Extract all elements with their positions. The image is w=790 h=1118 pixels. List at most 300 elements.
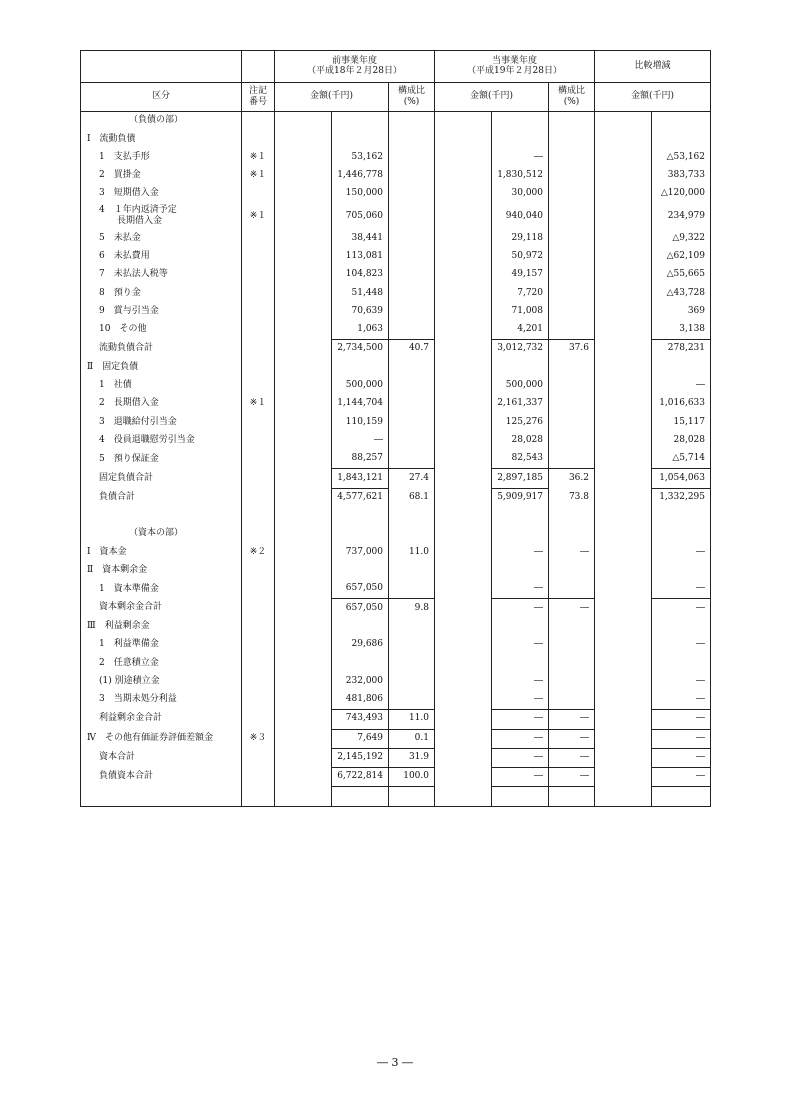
prev-sub-cell [275, 469, 332, 488]
prev-amount: 1,063 [332, 321, 389, 340]
diff-sub-cell [595, 618, 652, 636]
curr-ratio [549, 303, 595, 321]
diff-amount: 1,054,063 [652, 469, 711, 488]
table-row [81, 544, 711, 562]
row-note [242, 488, 275, 507]
prev-sub-cell [275, 149, 332, 167]
curr-amount: 49,157 [492, 266, 549, 284]
row-label: （資本の部） [81, 525, 242, 543]
curr-amount: ― [492, 768, 549, 787]
diff-amount [652, 562, 711, 580]
prev-amount: 657,050 [332, 599, 389, 618]
curr-sub-cell [435, 266, 492, 284]
curr-ratio [549, 580, 595, 599]
row-note [242, 525, 275, 543]
diff-sub-cell [595, 266, 652, 284]
diff-sub-cell [595, 562, 652, 580]
curr-amount: 3,012,732 [492, 340, 549, 359]
diff-amount: △43,728 [652, 284, 711, 302]
curr-sub-cell [435, 321, 492, 340]
curr-sub-cell [435, 544, 492, 562]
diff-amount: ― [652, 729, 711, 748]
prev-ratio: 100.0 [389, 768, 435, 787]
table-row [81, 673, 711, 691]
prev-ratio [389, 303, 435, 321]
curr-amount [492, 507, 549, 525]
row-label: 流動負債合計 [81, 340, 242, 359]
table-row [81, 691, 711, 710]
prev-ratio [389, 413, 435, 431]
prev-sub-cell [275, 599, 332, 618]
prev-ratio [389, 112, 435, 131]
balance-sheet-liabilities [80, 50, 710, 807]
curr-amount [492, 359, 549, 377]
row-note [242, 768, 275, 787]
diff-sub-cell [595, 673, 652, 691]
diff-sub-cell [595, 377, 652, 395]
diff-sub-cell [595, 654, 652, 672]
prev-ratio [389, 787, 435, 806]
row-label: 3 当期未処分利益 [81, 691, 242, 710]
diff-sub-cell [595, 544, 652, 562]
prev-amount [332, 618, 389, 636]
diff-amount [652, 359, 711, 377]
row-note [242, 469, 275, 488]
row-label: 4 １年内返済予定 長期借入金 [81, 203, 242, 229]
row-note [242, 636, 275, 654]
prev-ratio [389, 266, 435, 284]
diff-sub-cell [595, 507, 652, 525]
curr-sub-cell [435, 395, 492, 413]
row-note: ※１ [242, 167, 275, 185]
curr-sub-cell [435, 130, 492, 148]
diff-sub-cell [595, 768, 652, 787]
curr-ratio [549, 203, 595, 229]
diff-sub-cell [595, 525, 652, 543]
curr-amount: ― [492, 673, 549, 691]
prev-amount: 51,448 [332, 284, 389, 302]
curr-ratio: ― [549, 748, 595, 767]
diff-sub-cell [595, 395, 652, 413]
prev-sub-cell [275, 284, 332, 302]
prev-sub-cell [275, 185, 332, 203]
prev-ratio [389, 248, 435, 266]
row-label: Ⅱ 資本剰余金 [81, 562, 242, 580]
row-note: ※３ [242, 729, 275, 748]
diff-amount: △120,000 [652, 185, 711, 203]
curr-sub-cell [435, 787, 492, 806]
curr-amount: ― [492, 636, 549, 654]
curr-sub-cell [435, 340, 492, 359]
table-row [81, 185, 711, 203]
curr-ratio: 37.6 [549, 340, 595, 359]
row-label: Ⅰ 流動負債 [81, 130, 242, 148]
prev-amount: 29,686 [332, 636, 389, 654]
diff-amount: △62,109 [652, 248, 711, 266]
table-row [81, 580, 711, 599]
row-label: 5 未払金 [81, 229, 242, 247]
curr-sub-cell [435, 748, 492, 767]
row-label: 5 預り保証金 [81, 450, 242, 469]
curr-period-header [435, 51, 595, 83]
prev-ratio: 11.0 [389, 710, 435, 729]
curr-sub-cell [435, 284, 492, 302]
diff-amount [652, 525, 711, 543]
curr-ratio: ― [549, 710, 595, 729]
diff-sub-cell [595, 636, 652, 654]
prev-amount: 705,060 [332, 203, 389, 229]
row-note [242, 654, 275, 672]
prev-amount: 657,050 [332, 580, 389, 599]
prev-ratio [389, 562, 435, 580]
diff-sub-cell [595, 691, 652, 710]
table-row [81, 488, 711, 507]
page-number: ― 3 ― [377, 1056, 413, 1069]
prev-sub-cell [275, 580, 332, 599]
row-note [242, 787, 275, 806]
curr-amount: ― [492, 599, 549, 618]
prev-period-header [275, 51, 435, 83]
prev-amount [332, 130, 389, 148]
kubun-header: 区分 [81, 83, 242, 112]
curr-ratio [549, 787, 595, 806]
diff-amount: ― [652, 748, 711, 767]
prev-sub-cell [275, 768, 332, 787]
curr-amount: ― [492, 580, 549, 599]
prev-ratio [389, 450, 435, 469]
row-label: 3 短期借入金 [81, 185, 242, 203]
table-row [81, 284, 711, 302]
prev-sub-cell [275, 710, 332, 729]
curr-ratio [549, 321, 595, 340]
curr-period-label: 当事業年度 [491, 55, 537, 66]
curr-sub-cell [435, 599, 492, 618]
row-note [242, 321, 275, 340]
table-row [81, 413, 711, 431]
curr-ratio [549, 167, 595, 185]
prev-amount: 4,577,621 [332, 488, 389, 507]
curr-ratio [549, 618, 595, 636]
prev-sub-cell [275, 729, 332, 748]
diff-sub-cell [595, 303, 652, 321]
prev-period-label: 前事業年度 [331, 55, 377, 66]
prev-amount [332, 562, 389, 580]
prev-amount-header: 金額(千円) [275, 83, 389, 112]
prev-ratio [389, 359, 435, 377]
row-note [242, 599, 275, 618]
diff-sub-cell [595, 432, 652, 450]
prev-sub-cell [275, 266, 332, 284]
curr-sub-cell [435, 112, 492, 131]
diff-amount [652, 787, 711, 806]
prev-ratio [389, 185, 435, 203]
prev-ratio [389, 673, 435, 691]
curr-sub-cell [435, 710, 492, 729]
diff-amount: 1,332,295 [652, 488, 711, 507]
curr-ratio [549, 450, 595, 469]
prev-sub-cell [275, 395, 332, 413]
row-note [242, 748, 275, 767]
diff-header: 比較増減 [595, 51, 711, 83]
prev-sub-cell [275, 321, 332, 340]
diff-amount: 15,117 [652, 413, 711, 431]
row-note [242, 185, 275, 203]
diff-sub-cell [595, 413, 652, 431]
prev-sub-cell [275, 450, 332, 469]
prev-ratio-header: 構成比(%) [389, 83, 435, 112]
curr-sub-cell [435, 229, 492, 247]
curr-ratio [549, 266, 595, 284]
diff-sub-cell [595, 284, 652, 302]
curr-sub-cell [435, 149, 492, 167]
curr-amount: 30,000 [492, 185, 549, 203]
table-row [81, 654, 711, 672]
curr-sub-cell [435, 488, 492, 507]
diff-sub-cell [595, 488, 652, 507]
diff-amount [652, 654, 711, 672]
curr-amount: ― [492, 544, 549, 562]
diff-amount: ― [652, 691, 711, 710]
curr-amount-header: 金額(千円) [435, 83, 549, 112]
curr-sub-cell [435, 303, 492, 321]
curr-amount [492, 787, 549, 806]
curr-ratio: ― [549, 544, 595, 562]
diff-amount: ― [652, 710, 711, 729]
curr-period-date: （平成19年２月28日） [467, 65, 562, 76]
table-row [81, 130, 711, 148]
curr-ratio [549, 432, 595, 450]
diff-sub-cell [595, 359, 652, 377]
row-note [242, 673, 275, 691]
curr-sub-cell [435, 636, 492, 654]
curr-ratio [549, 229, 595, 247]
row-label: 資本剰余金合計 [81, 599, 242, 618]
diff-amount: 278,231 [652, 340, 711, 359]
curr-ratio-header: 構成比(%) [549, 83, 595, 112]
curr-ratio: 73.8 [549, 488, 595, 507]
prev-sub-cell [275, 130, 332, 148]
curr-amount: 940,040 [492, 203, 549, 229]
row-note [242, 432, 275, 450]
prev-amount [332, 112, 389, 131]
curr-ratio [549, 673, 595, 691]
row-label: 4 役員退職慰労引当金 [81, 432, 242, 450]
curr-amount: 5,909,917 [492, 488, 549, 507]
row-label: 1 支払手形 [81, 149, 242, 167]
curr-sub-cell [435, 768, 492, 787]
table-row [81, 525, 711, 543]
table-row [81, 450, 711, 469]
prev-amount: 7,649 [332, 729, 389, 748]
row-note [242, 340, 275, 359]
table-row [81, 377, 711, 395]
curr-ratio [549, 636, 595, 654]
prev-sub-cell [275, 654, 332, 672]
row-label: Ⅱ 固定負債 [81, 359, 242, 377]
prev-ratio [389, 149, 435, 167]
curr-amount: 7,720 [492, 284, 549, 302]
row-note [242, 284, 275, 302]
row-label: Ⅳ その他有価証券評価差額金 [81, 729, 242, 748]
row-note [242, 359, 275, 377]
row-note [242, 377, 275, 395]
table-row [81, 149, 711, 167]
curr-sub-cell [435, 525, 492, 543]
row-label: 負債資本合計 [81, 768, 242, 787]
prev-sub-cell [275, 691, 332, 710]
prev-sub-cell [275, 340, 332, 359]
prev-amount [332, 525, 389, 543]
diff-amount-header: 金額(千円) [595, 83, 711, 112]
curr-ratio [549, 359, 595, 377]
curr-ratio: 36.2 [549, 469, 595, 488]
prev-ratio [389, 321, 435, 340]
prev-sub-cell [275, 248, 332, 266]
prev-ratio [389, 580, 435, 599]
prev-sub-cell [275, 203, 332, 229]
curr-sub-cell [435, 654, 492, 672]
curr-ratio: ― [549, 768, 595, 787]
prev-sub-cell [275, 636, 332, 654]
row-label: 7 未払法人税等 [81, 266, 242, 284]
row-label: 固定負債合計 [81, 469, 242, 488]
prev-ratio [389, 203, 435, 229]
curr-amount [492, 112, 549, 131]
table-row [81, 112, 711, 131]
blank-header [81, 51, 242, 83]
prev-amount: 38,441 [332, 229, 389, 247]
diff-sub-cell [595, 469, 652, 488]
row-note [242, 266, 275, 284]
row-note [242, 130, 275, 148]
diff-amount: ― [652, 636, 711, 654]
prev-amount [332, 359, 389, 377]
diff-sub-cell [595, 185, 652, 203]
prev-ratio [389, 167, 435, 185]
prev-ratio [389, 395, 435, 413]
curr-sub-cell [435, 580, 492, 599]
curr-amount: 82,543 [492, 450, 549, 469]
curr-amount [492, 525, 549, 543]
curr-amount: 500,000 [492, 377, 549, 395]
row-note [242, 112, 275, 131]
diff-sub-cell [595, 203, 652, 229]
curr-sub-cell [435, 562, 492, 580]
curr-amount [492, 562, 549, 580]
diff-amount: △9,322 [652, 229, 711, 247]
prev-amount: 2,734,500 [332, 340, 389, 359]
prev-sub-cell [275, 618, 332, 636]
diff-sub-cell [595, 450, 652, 469]
row-label: Ⅲ 利益剰余金 [81, 618, 242, 636]
prev-ratio: 31.9 [389, 748, 435, 767]
diff-sub-cell [595, 321, 652, 340]
curr-sub-cell [435, 377, 492, 395]
curr-ratio [549, 525, 595, 543]
prev-sub-cell [275, 303, 332, 321]
prev-amount: 500,000 [332, 377, 389, 395]
prev-amount: 113,081 [332, 248, 389, 266]
curr-amount: 29,118 [492, 229, 549, 247]
row-label: 2 任意積立金 [81, 654, 242, 672]
curr-sub-cell [435, 203, 492, 229]
table-row [81, 395, 711, 413]
row-note: ※１ [242, 149, 275, 167]
diff-sub-cell [595, 130, 652, 148]
curr-sub-cell [435, 507, 492, 525]
table-row [81, 203, 711, 229]
curr-ratio [549, 130, 595, 148]
prev-amount: 110,159 [332, 413, 389, 431]
diff-sub-cell [595, 149, 652, 167]
diff-sub-cell [595, 787, 652, 806]
row-note [242, 580, 275, 599]
prev-sub-cell [275, 488, 332, 507]
diff-sub-cell [595, 229, 652, 247]
prev-sub-cell [275, 507, 332, 525]
diff-amount: ― [652, 599, 711, 618]
prev-amount: 150,000 [332, 185, 389, 203]
table-row [81, 321, 711, 340]
row-note: ※２ [242, 544, 275, 562]
prev-amount: 1,144,704 [332, 395, 389, 413]
curr-ratio [549, 562, 595, 580]
row-label: 資本合計 [81, 748, 242, 767]
curr-amount: 1,830,512 [492, 167, 549, 185]
curr-sub-cell [435, 673, 492, 691]
prev-sub-cell [275, 787, 332, 806]
diff-amount: 234,979 [652, 203, 711, 229]
curr-amount [492, 130, 549, 148]
prev-ratio: 0.1 [389, 729, 435, 748]
curr-amount [492, 618, 549, 636]
diff-amount: △55,665 [652, 266, 711, 284]
curr-sub-cell [435, 413, 492, 431]
prev-amount: 6,722,814 [332, 768, 389, 787]
diff-amount: 1,016,633 [652, 395, 711, 413]
curr-amount: ― [492, 729, 549, 748]
row-label: 10 その他 [81, 321, 242, 340]
curr-ratio: ― [549, 599, 595, 618]
row-note [242, 450, 275, 469]
diff-amount: 3,138 [652, 321, 711, 340]
table-row [81, 469, 711, 488]
prev-sub-cell [275, 229, 332, 247]
table-row [81, 359, 711, 377]
curr-amount: 125,276 [492, 413, 549, 431]
curr-ratio [549, 413, 595, 431]
diff-amount: ― [652, 673, 711, 691]
curr-ratio [549, 284, 595, 302]
curr-ratio [549, 395, 595, 413]
curr-ratio [549, 248, 595, 266]
prev-ratio [389, 618, 435, 636]
row-note [242, 229, 275, 247]
liabilities-table [80, 50, 711, 807]
curr-sub-cell [435, 469, 492, 488]
prev-amount: 2,145,192 [332, 748, 389, 767]
prev-amount: 232,000 [332, 673, 389, 691]
prev-ratio [389, 691, 435, 710]
prev-sub-cell [275, 673, 332, 691]
curr-sub-cell [435, 248, 492, 266]
diff-sub-cell [595, 729, 652, 748]
row-label: 利益剰余金合計 [81, 710, 242, 729]
row-label: 2 長期借入金 [81, 395, 242, 413]
table-row [81, 562, 711, 580]
table-row [81, 599, 711, 618]
curr-sub-cell [435, 618, 492, 636]
